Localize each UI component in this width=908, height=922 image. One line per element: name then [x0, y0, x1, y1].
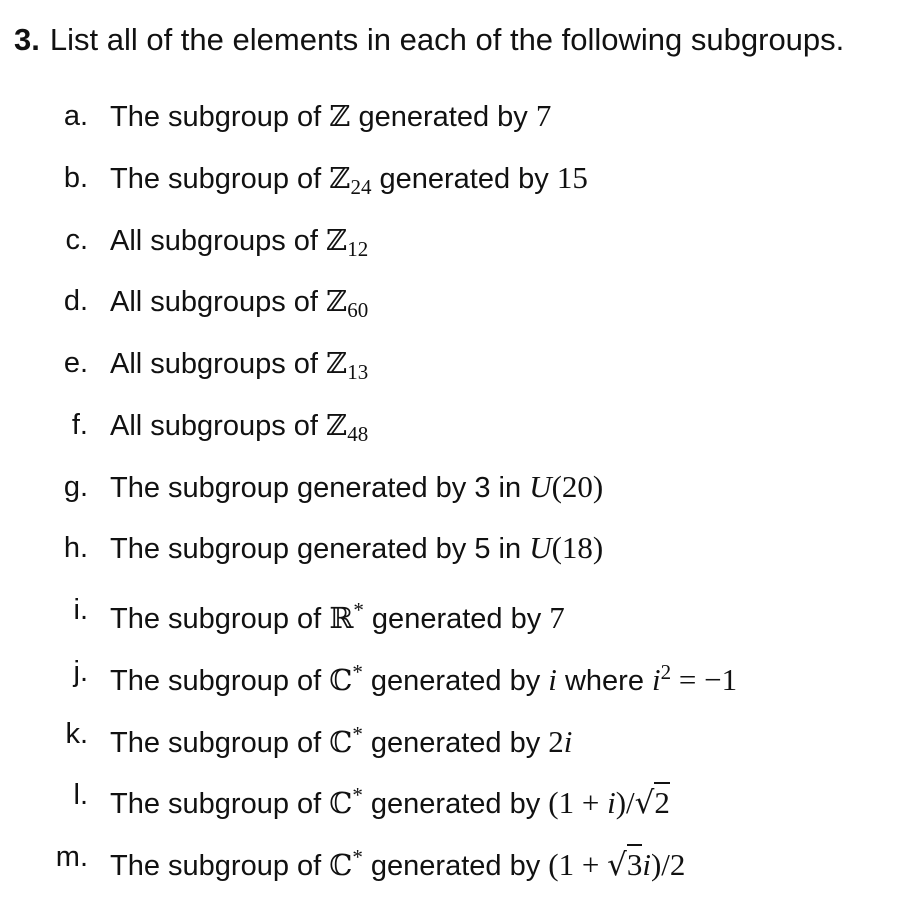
- modulus-subscript: 24: [350, 174, 372, 199]
- item-phrase-after: generated by: [362, 726, 549, 759]
- item-phrase: The subgroup of: [110, 850, 330, 882]
- item-phrase: All subgroups of: [110, 286, 327, 319]
- star-superscript: *: [352, 845, 363, 869]
- complex-symbol: ℂ: [329, 662, 353, 697]
- complex-symbol: ℂ: [329, 724, 353, 759]
- item-marker: m.: [55, 841, 88, 873]
- group-modulus: (20): [551, 468, 604, 504]
- expression-open: (1 +: [548, 847, 608, 882]
- item-text: [110, 96, 551, 137]
- item-text: [110, 405, 368, 454]
- item-text: [110, 590, 565, 639]
- item-text: [110, 158, 588, 207]
- problem-instruction: List all of the elements in each of the following subgroups.: [49, 22, 845, 57]
- item-marker: c.: [65, 223, 88, 256]
- item-text: [110, 220, 368, 269]
- item-marker: l.: [73, 779, 88, 812]
- star-superscript: *: [352, 659, 363, 684]
- group-of-units-symbol: U: [529, 468, 552, 504]
- item-phrase: The subgroup of: [110, 788, 330, 821]
- star-superscript: *: [352, 721, 363, 746]
- generator-variable: i: [563, 723, 573, 759]
- item-phrase: The subgroup of: [110, 101, 330, 133]
- item-text: [110, 343, 368, 392]
- item-marker: d.: [63, 285, 88, 318]
- item-marker: h.: [63, 532, 88, 565]
- radicand: 2: [654, 782, 670, 820]
- radicand: 3: [627, 844, 643, 882]
- reals-symbol: ℝ: [329, 601, 354, 635]
- item-phrase: All subgroups of: [110, 224, 327, 257]
- problem-heading: [14, 20, 844, 60]
- item-text: [110, 467, 603, 508]
- item-marker: i.: [73, 594, 88, 626]
- item-marker: g.: [63, 470, 88, 503]
- generator-value: 15: [556, 159, 588, 195]
- radical-sign: √: [634, 785, 655, 822]
- item-marker: j.: [73, 655, 88, 688]
- item-phrase-after: generated by: [363, 603, 550, 635]
- item-text: [110, 652, 737, 701]
- item-marker: f.: [71, 408, 88, 441]
- item-phrase: The subgroup of: [110, 603, 330, 635]
- modulus-subscript: 12: [347, 236, 369, 261]
- item-text: [110, 528, 603, 569]
- item-phrase: All subgroups of: [110, 348, 327, 380]
- item-phrase-after: generated by: [371, 162, 557, 195]
- star-superscript: *: [352, 783, 363, 808]
- item-phrase-where: where: [556, 664, 653, 697]
- modulus-subscript: 48: [347, 421, 369, 446]
- generator-coefficient: 2: [548, 723, 564, 759]
- generator-value: 7: [535, 98, 552, 133]
- modulus-subscript: 60: [347, 298, 369, 323]
- item-phrase: All subgroups of: [110, 409, 327, 442]
- integers-symbol: ℤ: [329, 160, 351, 195]
- generator-value: 7: [549, 600, 565, 635]
- integers-symbol: ℤ: [326, 222, 348, 257]
- item-phrase: The subgroup generated by 5 in: [110, 533, 530, 566]
- complex-symbol: ℂ: [329, 848, 353, 882]
- problem-number: 3.: [14, 22, 40, 57]
- complex-symbol: ℂ: [329, 786, 353, 821]
- integers-symbol: ℤ: [326, 346, 348, 380]
- star-superscript: *: [353, 598, 364, 622]
- integers-symbol: ℤ: [326, 407, 348, 442]
- item-phrase-after: generated by: [350, 101, 536, 133]
- item-phrase: The subgroup of: [110, 726, 330, 759]
- equation-exponent: 2: [660, 659, 672, 684]
- modulus-subscript: 13: [347, 360, 369, 384]
- item-text: [110, 281, 368, 330]
- radical-sign: √: [607, 847, 627, 883]
- item-marker: k.: [65, 717, 88, 750]
- square-root: [607, 845, 642, 886]
- item-phrase: The subgroup of: [110, 664, 330, 697]
- item-phrase: The subgroup of: [110, 162, 330, 195]
- expression-close: )/2: [650, 847, 686, 882]
- equation-variable: i: [652, 661, 661, 697]
- generator-variable: i: [607, 785, 616, 821]
- item-phrase-after: generated by: [362, 788, 549, 821]
- item-text: [110, 775, 670, 824]
- equation-rest: = −1: [671, 661, 738, 697]
- item-marker: b.: [63, 161, 88, 194]
- generator-variable: i: [642, 847, 651, 882]
- item-phrase: The subgroup generated by 3 in: [110, 471, 530, 504]
- item-marker: a.: [63, 100, 88, 132]
- expression-close: )/: [615, 785, 635, 821]
- integers-symbol: ℤ: [326, 284, 348, 319]
- generator-variable: i: [548, 661, 557, 697]
- expression-open: (1 +: [548, 785, 608, 821]
- square-root: [635, 783, 670, 824]
- group-of-units-symbol: U: [529, 530, 552, 566]
- item-text: [110, 837, 685, 886]
- item-text: [110, 714, 572, 763]
- group-modulus: (18): [551, 530, 604, 566]
- item-phrase-after: generated by: [362, 850, 549, 882]
- item-marker: e.: [63, 347, 88, 379]
- item-phrase-after: generated by: [362, 664, 549, 697]
- integers-symbol: ℤ: [329, 99, 351, 133]
